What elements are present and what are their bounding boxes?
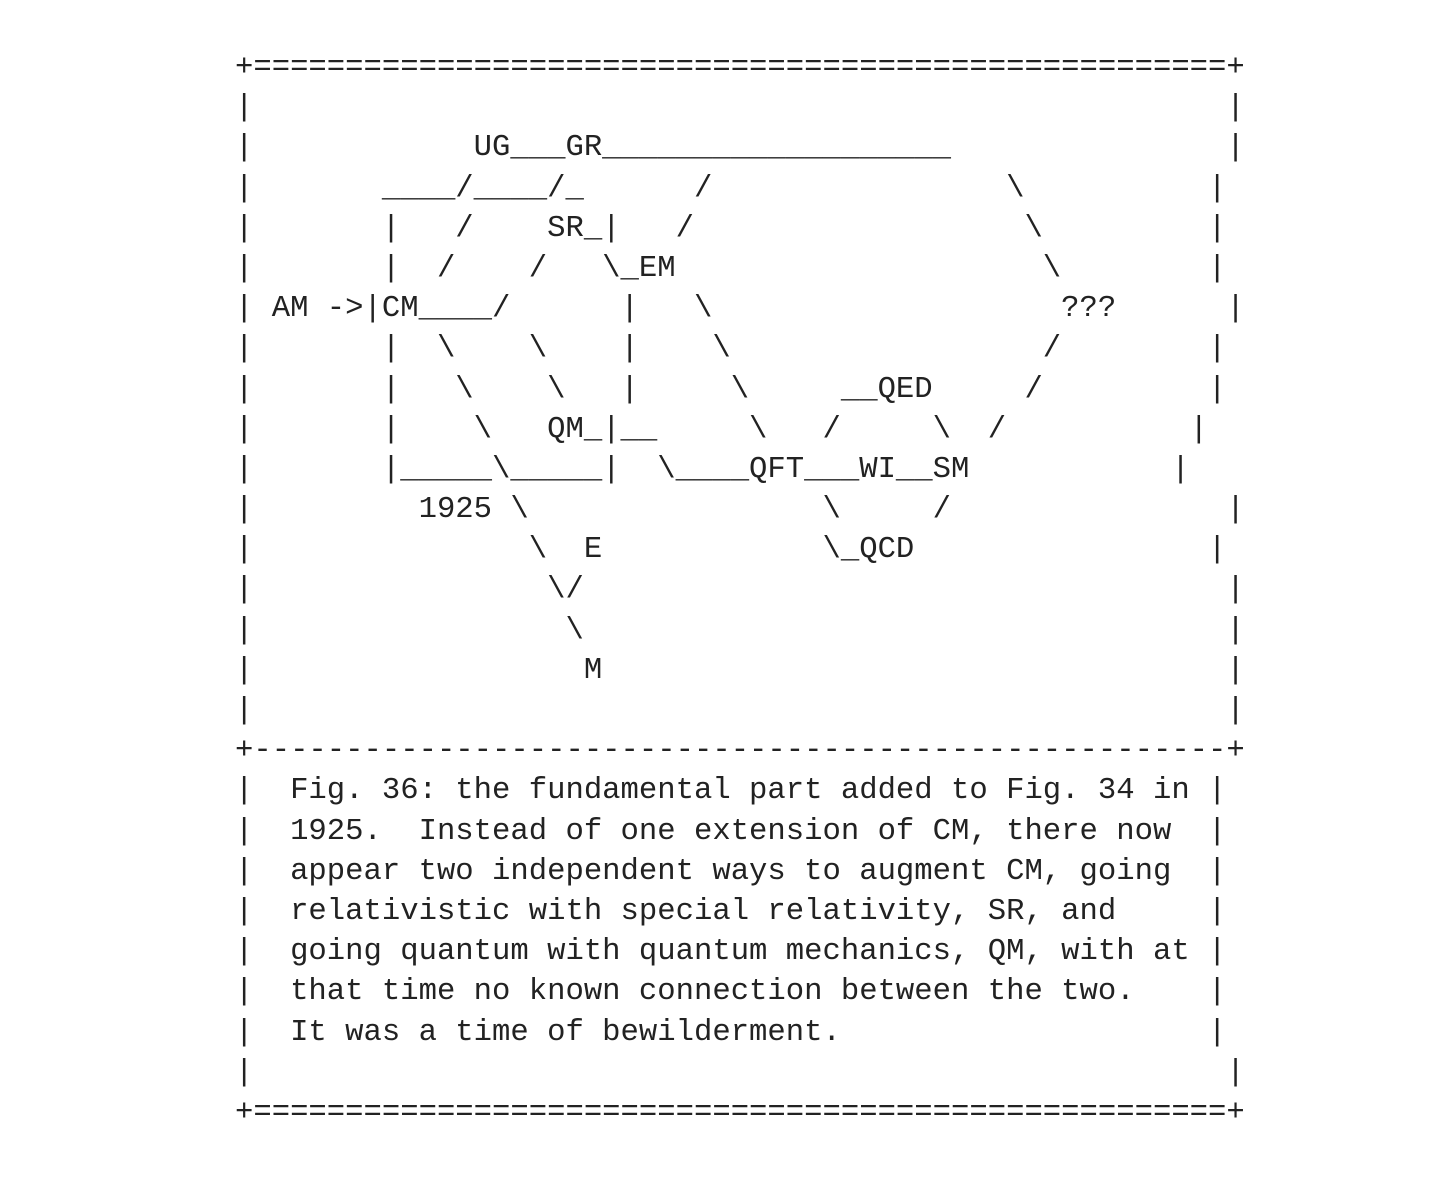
caption-line: | 1925. Instead of one extension of CM, there now | xyxy=(235,814,1227,849)
diagram-line-am-cm: | AM ->|CM____/ | \ ??? | xyxy=(235,292,1245,327)
diagram-line-qed: | | \ \ | \ __QED / | xyxy=(235,372,1227,407)
diagram-line-ug-gr: | UG___GR___________________ | xyxy=(235,131,1245,166)
caption-line: | Fig. 36: the fundamental part added to Fig. 34 in | xyxy=(235,774,1227,809)
diagram-line-em: | | / / \_EM \ | xyxy=(235,251,1227,286)
diagram-line: | | xyxy=(235,91,1245,126)
diagram-line: | | xyxy=(235,694,1245,728)
top-border: +=====================================================+ xyxy=(235,51,1245,85)
diagram-line-qm: | | \ QM_|__ \ / \ / | xyxy=(235,412,1209,447)
diagram-line-1925: | 1925 \ \ / | xyxy=(235,493,1245,528)
caption-line: | It was a time of bewilderment. | xyxy=(235,1015,1227,1050)
caption-line: | appear two independent ways to augment CM, going | xyxy=(235,854,1227,889)
caption-line: | | xyxy=(235,1055,1245,1090)
diagram-line-e-qcd: | \ E \_QCD | xyxy=(235,533,1227,568)
diagram-line-m: | M | xyxy=(235,653,1245,688)
caption-line: | that time no known connection between the two. | xyxy=(235,975,1227,1010)
diagram-line: | \/ | xyxy=(235,573,1245,608)
diagram-line: | ____/____/_ / \ | xyxy=(235,171,1227,206)
diagram-line-qft-wi-sm: | |_____\_____| \____QFT___WI__SM | xyxy=(235,452,1190,487)
ascii-figure xyxy=(235,48,1245,1133)
diagram-line: | | \ \ | \ / | xyxy=(235,332,1227,367)
diagram-line-sr: | | / SR_| / \ | xyxy=(235,211,1227,246)
caption-divider: +-----------------------------------------------------+ xyxy=(235,734,1245,769)
diagram-line: | \ | xyxy=(235,613,1245,648)
bottom-border: +=====================================================+ xyxy=(235,1095,1245,1130)
caption-line: | relativistic with special relativity, SR, and | xyxy=(235,894,1227,929)
caption-line: | going quantum with quantum mechanics, QM, with at | xyxy=(235,935,1227,970)
